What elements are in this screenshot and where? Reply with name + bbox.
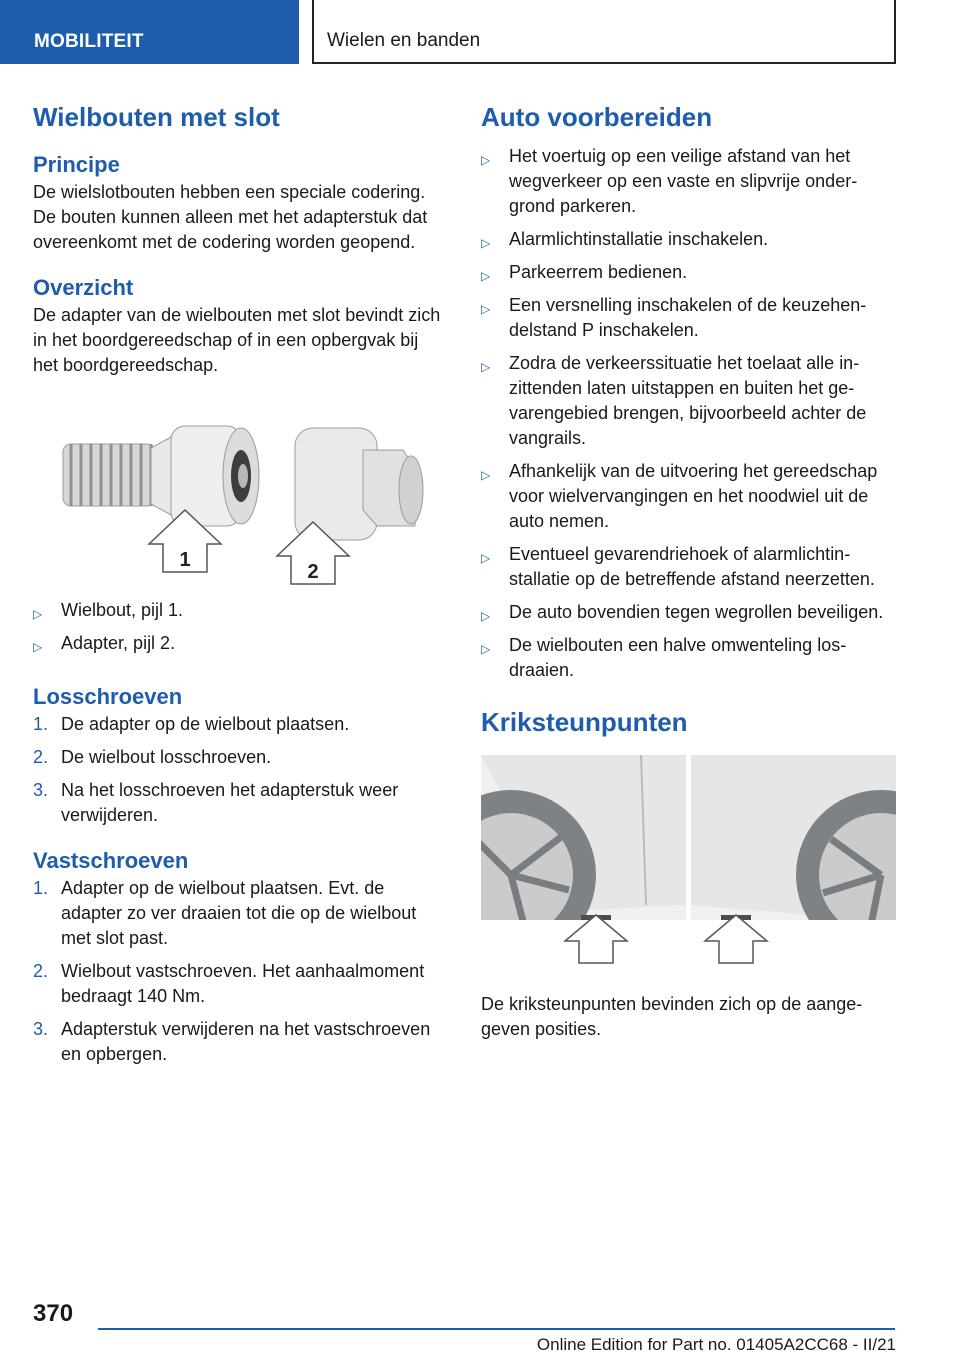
- list-item: ▷ Eventueel gevarendriehoek of alarmlichtinstallatie op de betreffende afstand neerzetten.: [481, 544, 875, 589]
- arrow-label-1: 1: [179, 549, 191, 571]
- bolt-thread: [63, 444, 155, 506]
- tighten-steps: [33, 876, 448, 1067]
- section-title-jack-points: Kriksteunpunten: [481, 707, 688, 737]
- triangle-bullet-icon: ▷: [481, 360, 491, 374]
- figure-legend: [33, 598, 448, 656]
- triangle-bullet-icon: ▷: [481, 236, 491, 250]
- list-item: ▷ Zodra de verkeerssituatie het toelaat alle inzittenden laten uitstappen en buiten het gevarengebied brengen, bijvoorbeeld achter de vangrails.: [481, 353, 867, 448]
- list-item: ▷ Een versnelling inschakelen of de keuzehendelstand P inschakelen.: [481, 295, 867, 340]
- arrow-label-2: 2: [307, 561, 319, 583]
- left-column: [33, 100, 448, 1075]
- list-item: 3. Adapterstuk verwijderen na het vastschroeven en opbergen.: [33, 1019, 431, 1064]
- triangle-bullet-icon: ▷: [481, 153, 491, 167]
- triangle-bullet-icon: ▷: [481, 302, 491, 316]
- list-item: 3. Na het losschroeven het adapterstuk weer verwijderen.: [33, 780, 399, 825]
- triangle-bullet-icon: ▷: [33, 607, 43, 621]
- footer-divider: [98, 1328, 895, 1330]
- triangle-bullet-icon: ▷: [481, 609, 491, 623]
- triangle-bullet-icon: ▷: [33, 640, 43, 654]
- heading-overview: Overzicht: [33, 275, 134, 300]
- heading-tighten: Vastschroeven: [33, 848, 189, 873]
- edition-text: Online Edition for Part no. 01405A2CC68 - II/21: [536, 1335, 896, 1354]
- loosen-steps: [33, 712, 448, 828]
- section-title-wheel-locks: Wielbouten met slot: [33, 102, 280, 132]
- list-item: 1. De adapter op de wielbout plaatsen.: [33, 714, 350, 734]
- list-item: 2. De wielbout losschroeven.: [33, 747, 272, 767]
- list-item: 1. Adapter op de wielbout plaatsen. Evt. de adapter zo ver draaien tot die op de wielbout met slot past.: [33, 878, 417, 948]
- heading-principle: Principe: [33, 152, 120, 177]
- list-item: 2. Wielbout vastschroeven. Het aanhaalmoment bedraagt 140 Nm.: [33, 961, 425, 1006]
- prepare-list: [481, 144, 896, 683]
- figure-jack-points: [481, 755, 896, 970]
- list-item: ▷ Adapter, pijl 2.: [33, 631, 448, 656]
- jack-points-text: De kriksteunpunten bevinden zich op de aangegeven posities.: [481, 994, 863, 1039]
- triangle-bullet-icon: ▷: [481, 468, 491, 482]
- chapter-title: Wielen en banden: [312, 0, 896, 64]
- list-item: ▷ Parkeerrem bedienen.: [481, 260, 896, 285]
- list-item: ▷ Alarmlichtinstallatie inschakelen.: [481, 227, 896, 252]
- heading-loosen: Losschroeven: [33, 684, 183, 709]
- list-item: ▷ De wielbouten een halve omwenteling losdraaien.: [481, 635, 847, 680]
- section-tab: MOBILITEIT: [0, 0, 299, 64]
- triangle-bullet-icon: ▷: [481, 269, 491, 283]
- principle-text: De wielslotbouten hebben een speciale codering. De bouten kunnen alleen met het adapterstuk dat overeenkomt met de codering worden geopend.: [33, 182, 428, 252]
- overview-text: De adapter van de wielbouten met slot bevindt zich in het boordgereedschap of in een opbergvak bij het boordgereedschap.: [33, 305, 441, 375]
- list-item: ▷ Afhankelijk van de uitvoering het gereedschap voor wielvervangingen en het noodwiel uit de auto nemen.: [481, 461, 878, 531]
- triangle-bullet-icon: ▷: [481, 551, 491, 565]
- list-item: ▷ Het voertuig op een veilige afstand van het wegverkeer op een vaste en slipvrije ondergrond parkeren.: [481, 146, 858, 216]
- bolt-adapter-illustration: [33, 406, 433, 586]
- right-column: [481, 100, 896, 1042]
- list-item: ▷ De auto bovendien tegen wegrollen beveiligen.: [481, 600, 896, 625]
- list-item: ▷ Wielbout, pijl 1.: [33, 598, 448, 623]
- page-number: 370: [33, 1300, 74, 1327]
- figure-bolt-adapter: [33, 406, 448, 586]
- section-title-prepare: Auto voorbereiden: [481, 102, 713, 132]
- triangle-bullet-icon: ▷: [481, 642, 491, 656]
- jack-points-illustration: [481, 755, 896, 965]
